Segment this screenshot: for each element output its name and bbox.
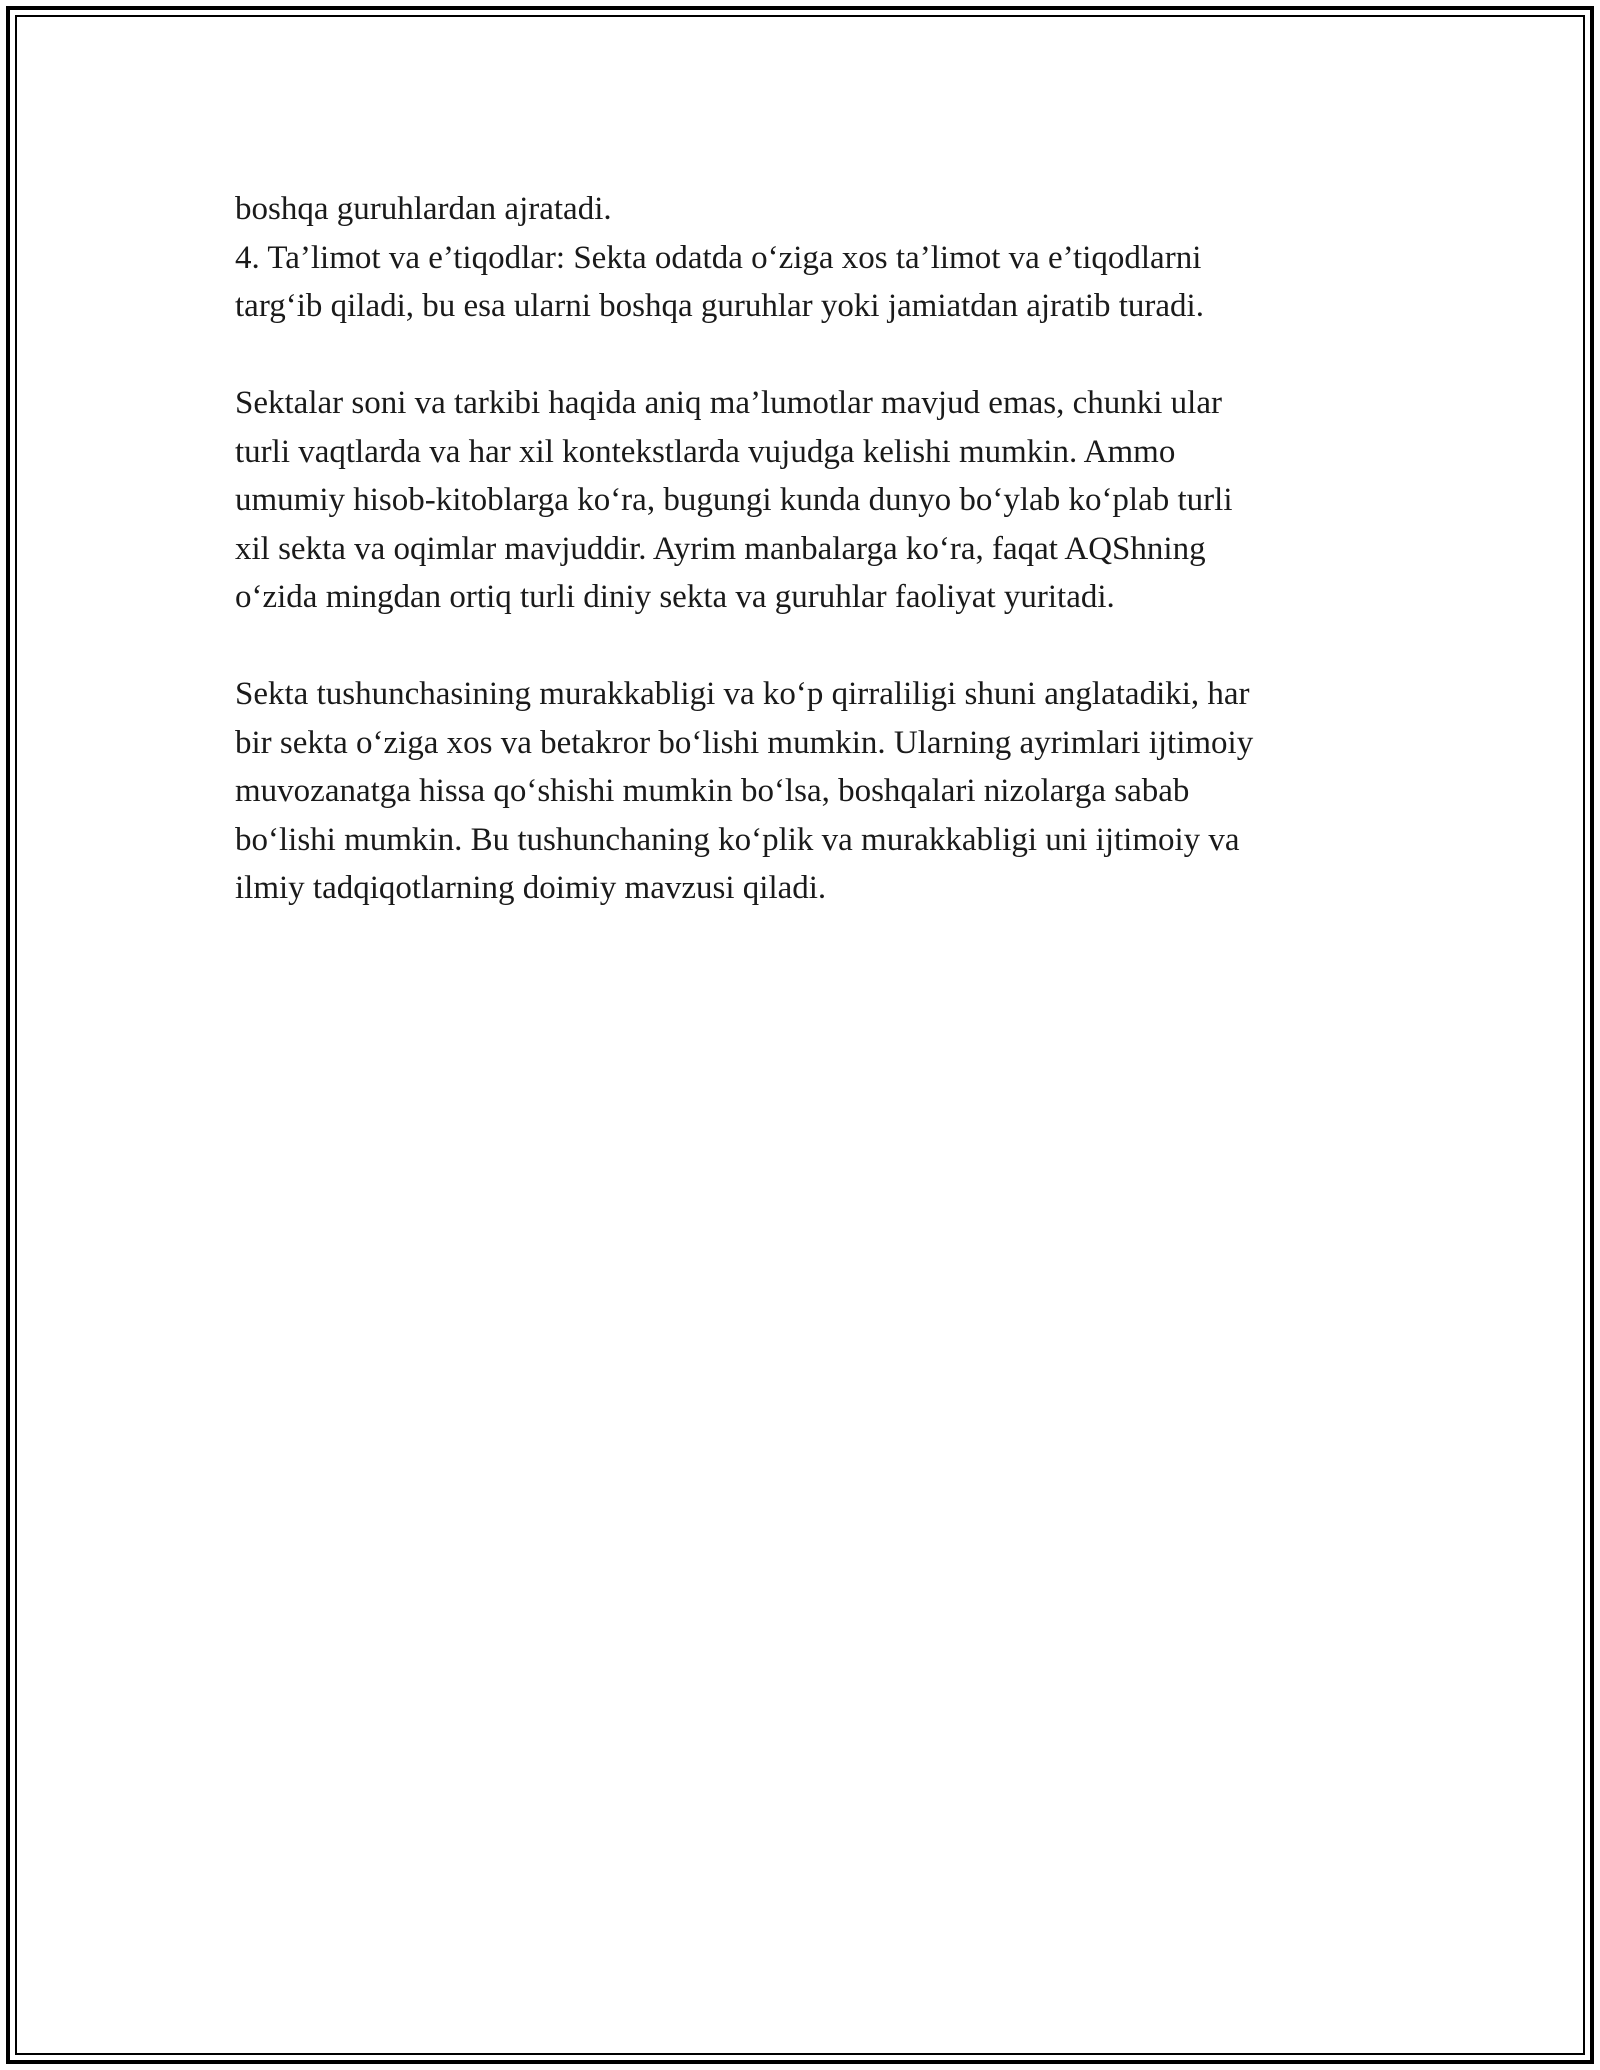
text-line: Sektalar soni va tarkibi haqida aniq ma’lumotlar mavjud emas, chunki ular <box>235 385 1222 421</box>
paragraph-3 <box>235 670 1375 913</box>
text-line: umumiy hisob-kitoblarga ko‘ra, bugungi kunda dunyo bo‘ylab ko‘plab turli <box>235 482 1233 518</box>
text-line: 4. Ta’limot va e’tiqodlar: Sekta odatda o‘ziga xos ta’limot va e’tiqodlarni <box>235 239 1202 276</box>
text-line: Sekta tushunchasining murakkabligi va ko‘p qirraliligi shuni anglatadiki, har <box>235 676 1250 712</box>
text-line: targ‘ib qiladi, bu esa ularni boshqa guruhlar yoki jamiatdan ajratib turadi. <box>235 288 1204 324</box>
paragraph-2 <box>235 379 1375 622</box>
text-line: xil sekta va oqimlar mavjuddir. Ayrim manbalarga ko‘ra, faqat AQShning <box>235 530 1206 567</box>
paragraph-gap <box>235 331 1375 380</box>
text-line: bir sekta o‘ziga xos va betakror bo‘lishi mumkin. Ularning ayrimlari ijtimoiy <box>235 724 1254 761</box>
text-line: boshqa guruhlardan ajratadi. <box>235 191 612 227</box>
text-line: ilmiy tadqiqotlarning doimiy mavzusi qiladi. <box>235 870 827 906</box>
paragraph-gap <box>235 622 1375 671</box>
document-body <box>235 185 1375 913</box>
text-line: turli vaqtlarda va har xil kontekstlarda vujudga kelishi mumkin. Ammo <box>235 433 1176 470</box>
paragraph-1 <box>235 185 1375 331</box>
text-line: o‘zida mingdan ortiq turli diniy sekta va guruhlar faoliyat yuritadi. <box>235 579 1115 615</box>
text-line: bo‘lishi mumkin. Bu tushunchaning ko‘plik va murakkabligi uni ijtimoiy va <box>235 821 1240 858</box>
text-line: muvozanatga hissa qo‘shishi mumkin bo‘lsa, boshqalari nizolarga sabab <box>235 773 1190 809</box>
